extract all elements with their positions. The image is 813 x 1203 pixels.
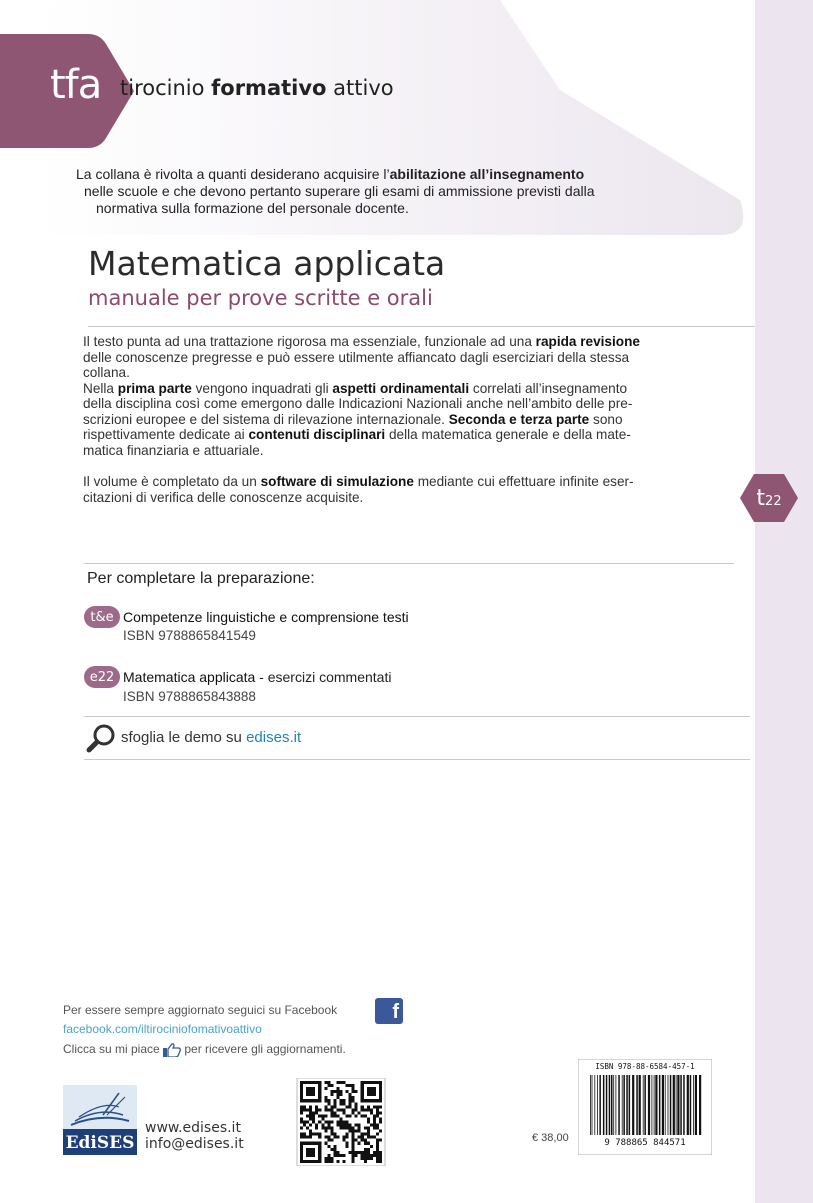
series-name: tirocinio formativo attivo (120, 76, 394, 100)
edises-link[interactable]: edises.it (246, 729, 302, 746)
intro-line: La collana è rivolta a quanti desiderano acquisire l’abilitazione all’insegnamento (76, 166, 585, 182)
description-paragraph (83, 474, 723, 505)
preparation-heading: Per completare la preparazione: (87, 570, 315, 587)
description-line: scrizioni europee e del sistema di rilevazione internazionale. Seconda e terza parte sono (83, 411, 623, 427)
book-subtitle: manuale per prove scritte e orali (88, 286, 433, 310)
demo-link-line[interactable]: sfoglia le demo su edises.it (121, 729, 302, 746)
publisher-email[interactable]: info@edises.it (145, 1136, 244, 1152)
description-paragraph (83, 334, 723, 458)
related-book-isbn: ISBN 9788865841549 (123, 628, 256, 643)
volume-badge-label: t $_{22}$ (756, 485, 782, 511)
description-line: matica finanziaria e attuariale. (83, 442, 264, 458)
description-line: della disciplina così come emergono dalle Indicazioni Nazionali anche nell’ambito delle pre- (83, 396, 633, 411)
description-line: citazioni di verifica delle conoscenze acquisite. (83, 489, 364, 505)
magnifier-icon (86, 723, 116, 753)
prep-top-divider (84, 563, 734, 564)
svg-text:9 788865 844571: 9 788865 844571 (604, 1138, 686, 1148)
facebook-icon[interactable]: f (375, 998, 403, 1024)
intro-line: nelle scuole e che devono pertanto superare gli esami di ammissione previsti dalla (84, 183, 595, 199)
book-description (83, 334, 723, 505)
related-book-title: Matematica applicata - esercizi commentati (123, 669, 392, 685)
barcode (578, 1059, 712, 1155)
book-title: Matematica applicata (88, 244, 446, 283)
prep-bottom-divider (84, 759, 750, 760)
edises-logo (63, 1085, 137, 1155)
related-book-icon: e22 (84, 666, 120, 688)
description-line: delle conoscenze pregresse e può essere utilmente affiancato dagli eserciziari della stessa (83, 349, 630, 365)
qr-code (296, 1078, 386, 1166)
barcode-isbn-label: ISBN 978-88-6584-457-1 (595, 1062, 695, 1071)
thumbs-up-icon (163, 1043, 181, 1057)
related-book-isbn: ISBN 9788865843888 (123, 689, 256, 704)
description-line: rispettivamente dedicate ai contenuti disciplinari della matematica generale e della mate- (83, 427, 631, 442)
related-book-title: Competenze linguistiche e comprensione testi (123, 609, 409, 625)
intro-line: normativa sulla formazione del personale docente. (96, 200, 409, 216)
description-line: collana. (83, 365, 130, 380)
publisher-contact (145, 1120, 244, 1152)
svg-text:EdiSES: EdiSES (65, 1133, 135, 1153)
description-line: Il testo punta ad una trattazione rigorosa ma essenziale, funzionale ad una rapida revisione (83, 334, 640, 349)
facebook-page-link[interactable]: facebook.com/iltirociniofomativoattivo (63, 1022, 262, 1036)
spine-strip (755, 0, 813, 1203)
title-divider (88, 326, 755, 327)
like-instruction: Clicca su mi piace per ricevere gli aggiornamenti. (63, 1042, 346, 1056)
publisher-website[interactable]: www.edises.it (145, 1120, 241, 1136)
price: € 38,00 (532, 1132, 569, 1144)
related-book-icon: t&e (84, 606, 120, 628)
series-intro (76, 166, 676, 217)
series-logo-text: tfa (50, 62, 102, 108)
description-line: Il volume è completato da un software di simulazione mediante cui effettuare infinite eser- (83, 474, 634, 489)
prep-mid-divider (84, 716, 750, 717)
description-line: Nella prima parte vengono inquadrati gli aspetti ordinamentali correlati all’insegnamento (83, 380, 628, 396)
facebook-follow-text: Per essere sempre aggiornato seguici su Facebook (63, 1003, 338, 1017)
